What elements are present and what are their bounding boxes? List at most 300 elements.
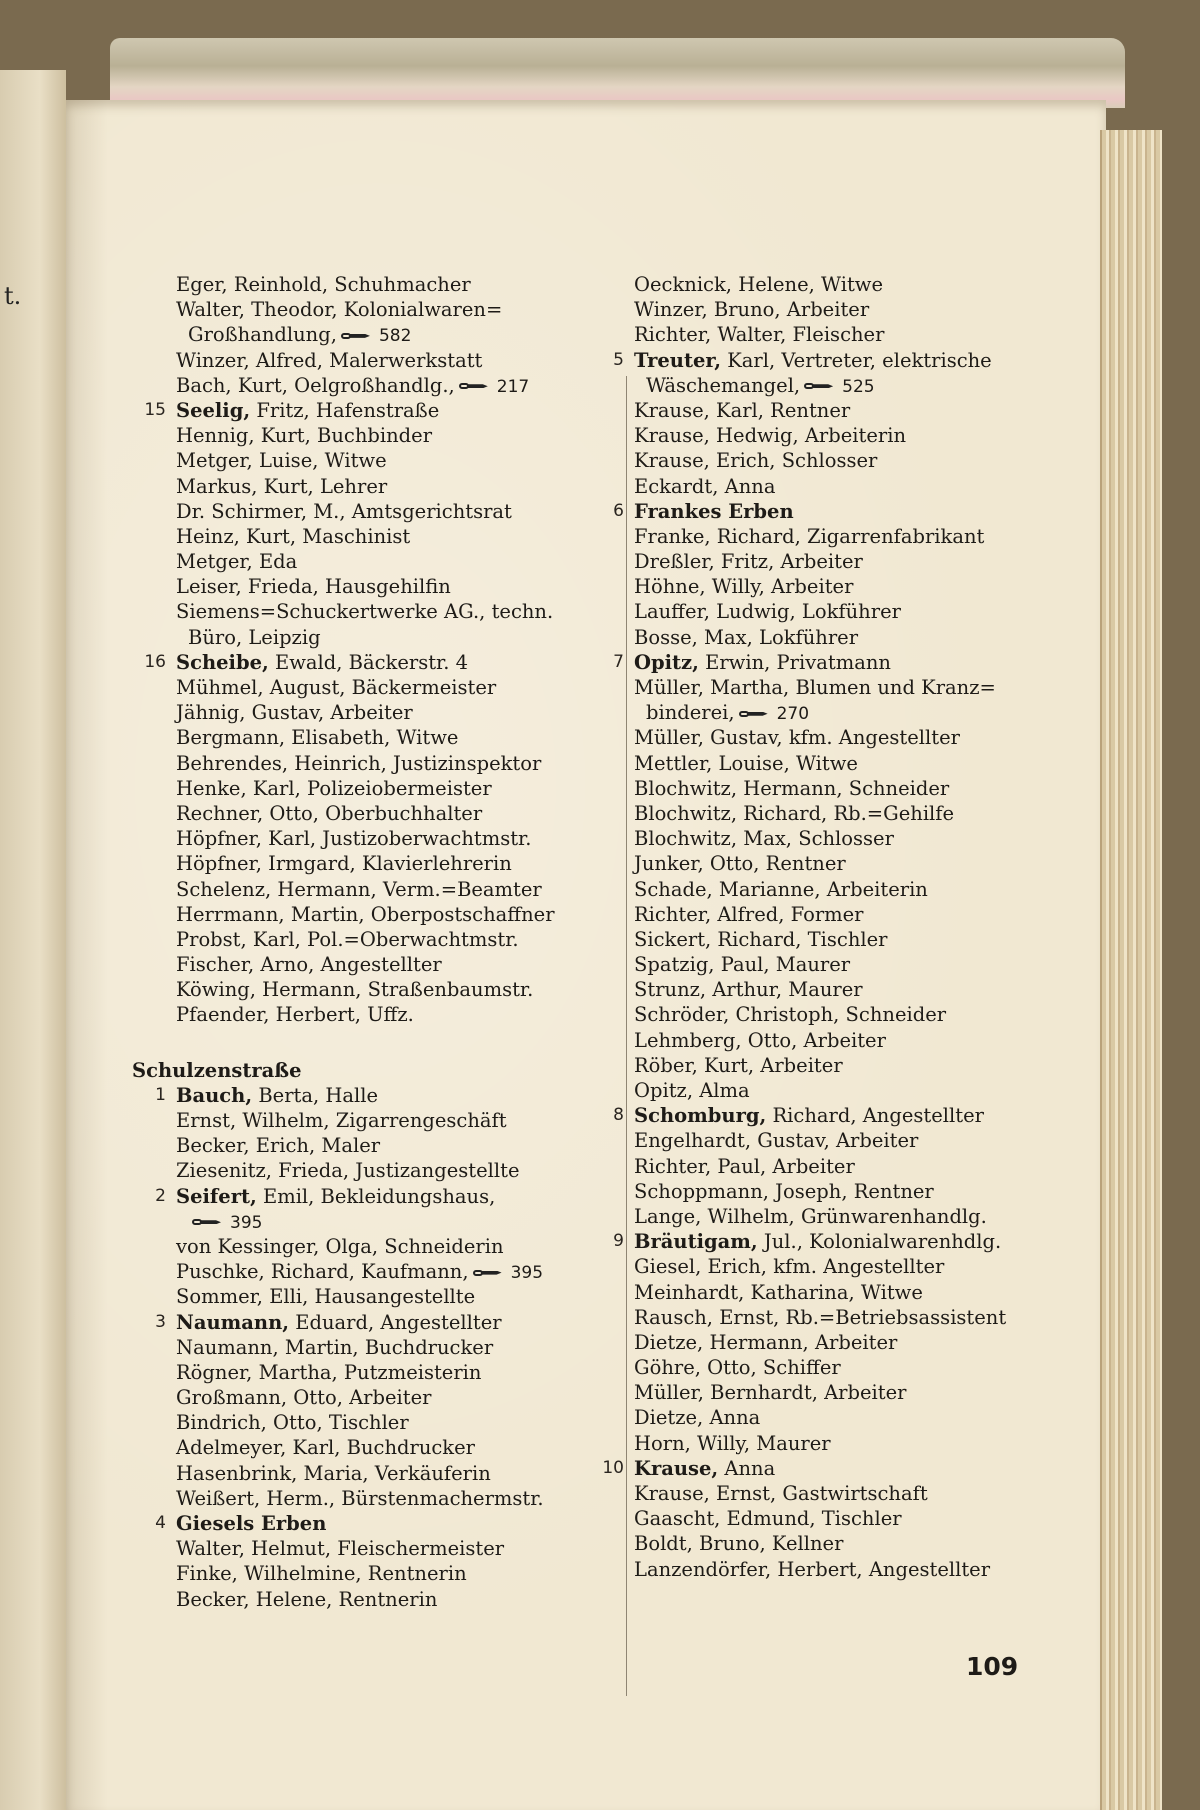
owner-name: Schomburg, [634,1104,767,1128]
entry-text [176,927,519,952]
entry-text [176,474,387,499]
entry-detail: Richter, Walter, Fleischer [634,323,885,347]
entry-text [634,1531,843,1556]
entry-detail: Walter, Theodor, Kolonialwaren= [176,298,503,322]
entry-detail: Hennig, Kurt, Buchbinder [176,424,433,448]
left-column [132,272,562,1612]
directory-entry [132,1335,562,1360]
directory-entry [590,1053,1060,1078]
entry-detail: Meinhardt, Katharina, Witwe [634,1280,923,1304]
entry-text [176,1002,414,1027]
entry-text [176,776,492,801]
entry-detail: Ziesenitz, Frieda, Justizangestellte [176,1159,520,1183]
directory-entry [132,902,562,927]
entry-text [188,322,411,349]
entry-detail: Müller, Gustav, kfm. Angestellter [634,726,960,750]
directory-entry [132,423,562,448]
entry-text [176,902,555,927]
entry-text [634,977,863,1002]
house-number: 6 [613,500,624,521]
entry-detail: Krause, Ernst, Gastwirtschaft [634,1482,928,1505]
entry-text [634,1280,923,1305]
house-number: 15 [144,399,166,420]
entry-detail: Sickert, Richard, Tischler [634,927,888,951]
entry-detail: Herrmann, Martin, Oberpostschaffner [176,902,555,926]
directory-entry [132,297,562,322]
directory-entry [590,499,1060,524]
directory-entry [590,1154,1060,1179]
directory-entry [132,1108,562,1133]
entry-text [176,499,512,524]
entry-text [176,1561,467,1586]
directory-entry [132,474,562,499]
directory-entry [132,952,562,977]
entry-detail: Probst, Karl, Pol.=Oberwachtmstr. [176,927,519,951]
directory-entry [132,499,562,524]
entry-text [188,1209,262,1236]
entry-detail: Eger, Reinhold, Schuhmacher [176,273,471,296]
entry-detail: Richter, Alfred, Former [634,902,864,926]
entry-text [634,952,850,977]
entry-text [176,725,458,750]
directory-entry [590,297,1060,322]
entry-text [176,1158,519,1183]
entry-detail: Rechner, Otto, Oberbuchhalter [176,801,483,825]
entry-detail: Richard, Angestellter [766,1104,984,1128]
entry-text [176,348,482,373]
entry-detail: Leiser, Frieda, Hausgehilfin [176,575,451,599]
directory-entry [590,1179,1060,1204]
directory-entry [590,348,1060,373]
entry-detail: Schoppmann, Joseph, Rentner [634,1179,934,1203]
entry-text [634,1103,984,1128]
directory-entry [590,322,1060,347]
entry-detail: Anna [718,1456,776,1480]
directory-entry [132,1385,562,1410]
entry-detail: Ewald, Bäckerstr. 4 [268,650,469,674]
entry-text [176,423,432,448]
entry-detail: Becker, Helene, Rentnerin [176,1587,438,1611]
entry-detail: Sommer, Elli, Hausangestellte [176,1285,476,1309]
entry-detail: Boldt, Bruno, Kellner [634,1532,844,1556]
entry-detail: Eduard, Angestellter [289,1310,502,1334]
house-number: 10 [602,1457,624,1478]
entry-text [176,373,529,400]
entry-text [634,1254,944,1279]
entry-text [176,1435,475,1460]
house-number: 4 [155,1513,166,1533]
entry-text [176,751,541,776]
entry-detail: Krause, Hedwig, Arbeiterin [634,424,907,448]
directory-entry [590,952,1060,977]
entry-detail: Markus, Kurt, Lehrer [176,474,388,498]
entry-detail: Strunz, Arthur, Maurer [634,978,863,1002]
directory-entry [132,599,562,624]
entry-detail: Spatzig, Paul, Maurer [634,953,851,977]
entry-text [634,1380,906,1405]
entry-detail: Eckardt, Anna [634,474,776,498]
house-number: 9 [613,1231,624,1252]
entry-text [176,272,471,297]
entry-detail: Bindrich, Otto, Tischler [176,1411,409,1435]
directory-entry [132,1360,562,1385]
directory-entry [590,751,1060,776]
directory-entry [590,675,1060,700]
entry-text [634,1305,1006,1330]
entry-text [646,373,875,400]
entry-text [634,1557,990,1582]
house-number: 16 [144,651,166,672]
directory-entry [590,1456,1060,1481]
directory-entry [590,700,1060,725]
directory-entry [590,1431,1060,1456]
entry-detail: Höpfner, Irmgard, Klavierlehrerin [176,852,512,876]
owner-name: Bräutigam, [634,1230,758,1254]
directory-entry [590,474,1060,499]
entry-text [176,1335,493,1360]
entry-detail: Bosse, Max, Lokführer [634,625,859,649]
entry-detail: Müller, Bernhardt, Arbeiter [634,1381,907,1405]
entry-detail: Jähnig, Gustav, Arbeiter [176,701,413,725]
entry-detail: Rausch, Ernst, Rb.=Betriebsassistent [634,1305,1007,1329]
entry-text [176,1133,380,1158]
directory-entry [132,549,562,574]
entry-detail: Siemens=Schuckertwerke AG., techn. [176,600,554,624]
owner-name: Treuter, [634,348,722,372]
phone-number: 270 [776,704,810,725]
entry-text [176,1360,481,1385]
directory-entry [132,322,562,347]
entry-text [634,448,877,473]
entry-text [634,1128,918,1153]
right-column [590,272,1060,1582]
house-number: 2 [155,1185,166,1206]
entry-detail: Krause, Erich, Schlosser [634,449,878,473]
entry-detail: Krause, Karl, Rentner [634,398,851,422]
entry-text [634,927,887,952]
entry-detail: Puschke, Richard, Kaufmann, [176,1260,469,1284]
phone-number: 582 [378,326,412,347]
owner-name: Giesels Erben [176,1512,327,1535]
entry-detail: Erwin, Privatmann [698,650,891,674]
directory-entry [590,1380,1060,1405]
directory-entry [132,927,562,952]
directory-entry [132,826,562,851]
entry-text [176,1284,475,1309]
directory-entry [132,1410,562,1435]
entry-text [634,1154,855,1179]
entry-text [634,549,863,574]
directory-entry [132,1002,562,1027]
entry-detail: Gaascht, Edmund, Tischler [634,1507,902,1531]
entry-text [634,398,850,423]
directory-entry [590,1254,1060,1279]
entry-text [634,902,864,927]
entry-detail: Dr. Schirmer, M., Amtsgerichtsrat [176,499,512,523]
owner-name: Seelig, [176,398,251,422]
entry-text [176,448,387,473]
directory-entry [590,625,1060,650]
entry-text [634,851,846,876]
phone-number: 525 [842,376,875,397]
directory-entry [590,448,1060,473]
entry-detail: Mettler, Louise, Witwe [634,751,858,775]
entry-text [176,1385,431,1410]
directory-entry [132,524,562,549]
entry-detail: Pfaender, Herbert, Uffz. [176,1003,414,1027]
directory-entry [590,1405,1060,1430]
entry-text [634,1179,934,1204]
entry-text [634,599,901,624]
entry-text [634,1456,775,1481]
directory-entry [132,574,562,599]
directory-entry [132,1284,562,1309]
owner-name: Seifert, [176,1184,257,1208]
entry-detail: Becker, Erich, Maler [176,1134,381,1158]
directory-entry [590,1229,1060,1254]
left-page-edge [0,70,66,1810]
telephone-arrow-icon [192,1217,222,1227]
entry-text [646,700,809,727]
entry-text [634,625,858,650]
entry-detail: Fritz, Hafenstraße [250,398,440,422]
entry-text [176,1234,504,1259]
entry-detail: Emil, Bekleidungshaus, [256,1184,496,1208]
entry-text [634,524,984,549]
entry-detail: Winzer, Alfred, Malerwerkstatt [176,348,483,372]
entry-detail: Oecknick, Helene, Witwe [634,273,884,296]
house-number: 7 [613,651,624,672]
entry-text [176,1461,491,1486]
directory-entry [590,373,1060,398]
entry-text [176,1486,544,1511]
entry-detail: binderei, [646,701,735,725]
telephone-arrow-icon [341,331,371,341]
entry-detail: Metger, Luise, Witwe [176,449,387,473]
entry-detail: Schade, Marianne, Arbeiterin [634,877,928,901]
house-number: 1 [155,1084,166,1105]
directory-entry [590,599,1060,624]
directory-entry [590,826,1060,851]
directory-entry [132,1435,562,1460]
directory-entry [132,1184,562,1209]
entry-detail: Lange, Wilhelm, Grünwarenhandlg. [634,1204,987,1228]
page-number: 109 [966,1652,1019,1681]
entry-detail: Ernst, Wilhelm, Zigarrengeschäft [176,1109,507,1132]
owner-name: Opitz, [634,650,699,674]
book-top-edge [110,38,1125,108]
entry-detail: Blochwitz, Richard, Rb.=Gehilfe [634,801,955,825]
entry-text [176,877,542,902]
entry-text [634,675,996,700]
directory-entry [590,1280,1060,1305]
phone-number: 395 [230,1212,263,1233]
entry-detail: Bergmann, Elisabeth, Witwe [176,726,459,750]
directory-entry [132,1561,562,1586]
directory-entry [132,1209,562,1234]
entry-detail: Schelenz, Hermann, Verm.=Beamter [176,877,542,901]
house-number: 5 [613,349,624,370]
entry-text [176,297,502,322]
directory-entry [590,977,1060,1002]
directory-entry [132,776,562,801]
entry-text [634,322,884,347]
entry-text [176,1108,507,1133]
directory-entry [590,650,1060,675]
street-heading [132,1058,562,1083]
telephone-arrow-icon [459,381,489,391]
entry-detail: Blochwitz, Max, Schlosser [634,827,894,851]
entry-text [634,877,928,902]
entry-detail: Finke, Wilhelmine, Rentnerin [176,1562,467,1586]
entry-text [634,1506,902,1531]
directory-entry [590,1204,1060,1229]
entry-detail: Wäschemangel, [646,373,801,397]
entry-text [176,574,451,599]
entry-text [634,650,891,675]
directory-entry [132,650,562,675]
directory-entry [132,977,562,1002]
entry-detail: Dietze, Anna [634,1406,761,1430]
directory-entry [132,1133,562,1158]
entry-text [176,398,439,423]
entry-detail: Giesel, Erich, kfm. Angestellter [634,1255,945,1279]
entry-detail: Müller, Martha, Blumen und Kranz= [634,676,996,699]
directory-entry [590,1481,1060,1506]
entry-text [176,1410,409,1435]
entry-text [634,423,906,448]
directory-entry [590,927,1060,952]
entry-detail: Lehmberg, Otto, Arbeiter [634,1028,886,1052]
entry-text [176,1259,543,1286]
directory-entry [590,549,1060,574]
directory-entry [590,877,1060,902]
entry-detail: Karl, Vertreter, elektrische [721,348,992,372]
directory-entry [590,574,1060,599]
entry-text [634,801,954,826]
directory-entry [590,1355,1060,1380]
entry-text [176,1511,326,1536]
entry-text [176,826,531,851]
directory-entry [590,272,1060,297]
entry-text [634,1431,831,1456]
entry-text [176,524,410,549]
page-stack-edges [1100,130,1162,1810]
house-number: 3 [155,1311,166,1332]
directory-entry [132,700,562,725]
entry-text [634,1002,946,1027]
directory-entry [590,1531,1060,1556]
entry-text [176,700,413,725]
entry-detail: Höpfner, Karl, Justizoberwachtmstr. [176,827,532,851]
entry-text [634,297,869,322]
entry-text [634,725,960,750]
spacer [132,1028,562,1058]
owner-name: Frankes Erben [634,499,794,523]
entry-detail: Walter, Helmut, Fleischermeister [176,1537,505,1561]
directory-entry [590,725,1060,750]
entry-text [634,751,858,776]
entry-detail: Naumann, Martin, Buchdrucker [176,1335,494,1359]
entry-detail: Köwing, Hermann, Straßenbaumstr. [176,978,534,1002]
directory-entry [132,448,562,473]
directory-entry [132,725,562,750]
telephone-arrow-icon [739,709,769,719]
entry-detail: Metger, Eda [176,550,298,574]
directory-entry [590,1028,1060,1053]
entry-detail: Großmann, Otto, Arbeiter [176,1386,432,1410]
directory-entry [132,1461,562,1486]
directory-entry [132,625,562,650]
entry-text [176,952,442,977]
directory-entry [132,1158,562,1183]
phone-number: 217 [496,376,530,397]
directory-entry [590,1128,1060,1153]
entry-detail: Blochwitz, Hermann, Schneider [634,776,950,800]
entry-detail: Schröder, Christoph, Schneider [634,1003,947,1027]
directory-entry [590,423,1060,448]
directory-entry [132,1310,562,1335]
entry-detail: Richter, Paul, Arbeiter [634,1154,855,1178]
entry-text [176,675,496,700]
entry-detail: Franke, Richard, Zigarrenfabrikant [634,524,985,548]
left-page-fragment: t. [4,282,22,310]
entry-detail: Lanzendörfer, Herbert, Angestellter [634,1557,991,1581]
telephone-arrow-icon [804,381,834,391]
entry-text [176,1310,502,1335]
entry-detail: Junker, Otto, Rentner [634,852,846,876]
entry-text [634,348,992,373]
entry-detail: Lauffer, Ludwig, Lokführer [634,600,901,624]
entry-detail: von Kessinger, Olga, Schneiderin [176,1234,504,1258]
entry-text [634,574,853,599]
directory-entry [132,1259,562,1284]
entry-text [176,1184,495,1209]
directory-entry [132,1486,562,1511]
house-number: 8 [613,1105,624,1126]
entry-text [176,650,468,675]
owner-name: Krause, [634,1456,719,1480]
directory-entry [132,272,562,297]
entry-text [176,599,553,624]
entry-detail: Röber, Kurt, Arbeiter [634,1053,843,1077]
entry-text [176,977,533,1002]
directory-entry [132,751,562,776]
entry-detail: Engelhardt, Gustav, Arbeiter [634,1129,919,1153]
directory-entry [132,348,562,373]
entry-text [634,826,894,851]
entry-detail: Jul., Kolonialwarenhdlg. [757,1230,1002,1254]
directory-entry [132,851,562,876]
directory-entry [590,851,1060,876]
entry-text [634,1078,750,1103]
directory-entry [132,1234,562,1259]
entry-detail: Behrendes, Heinrich, Justizinspektor [176,751,542,775]
entry-text [634,474,775,499]
phone-number: 395 [510,1263,544,1284]
directory-entry [132,801,562,826]
directory-entry [590,1506,1060,1531]
entry-detail: Weißert, Herm., Bürstenmachermstr. [176,1486,544,1510]
directory-entry [590,776,1060,801]
directory-entry [132,1511,562,1536]
entry-detail: Winzer, Bruno, Arbeiter [634,298,870,322]
entry-text [634,1028,886,1053]
directory-entry [590,902,1060,927]
entry-detail: Berta, Halle [252,1083,379,1107]
entry-detail: Adelmeyer, Karl, Buchdrucker [176,1436,475,1460]
entry-text [188,625,321,650]
